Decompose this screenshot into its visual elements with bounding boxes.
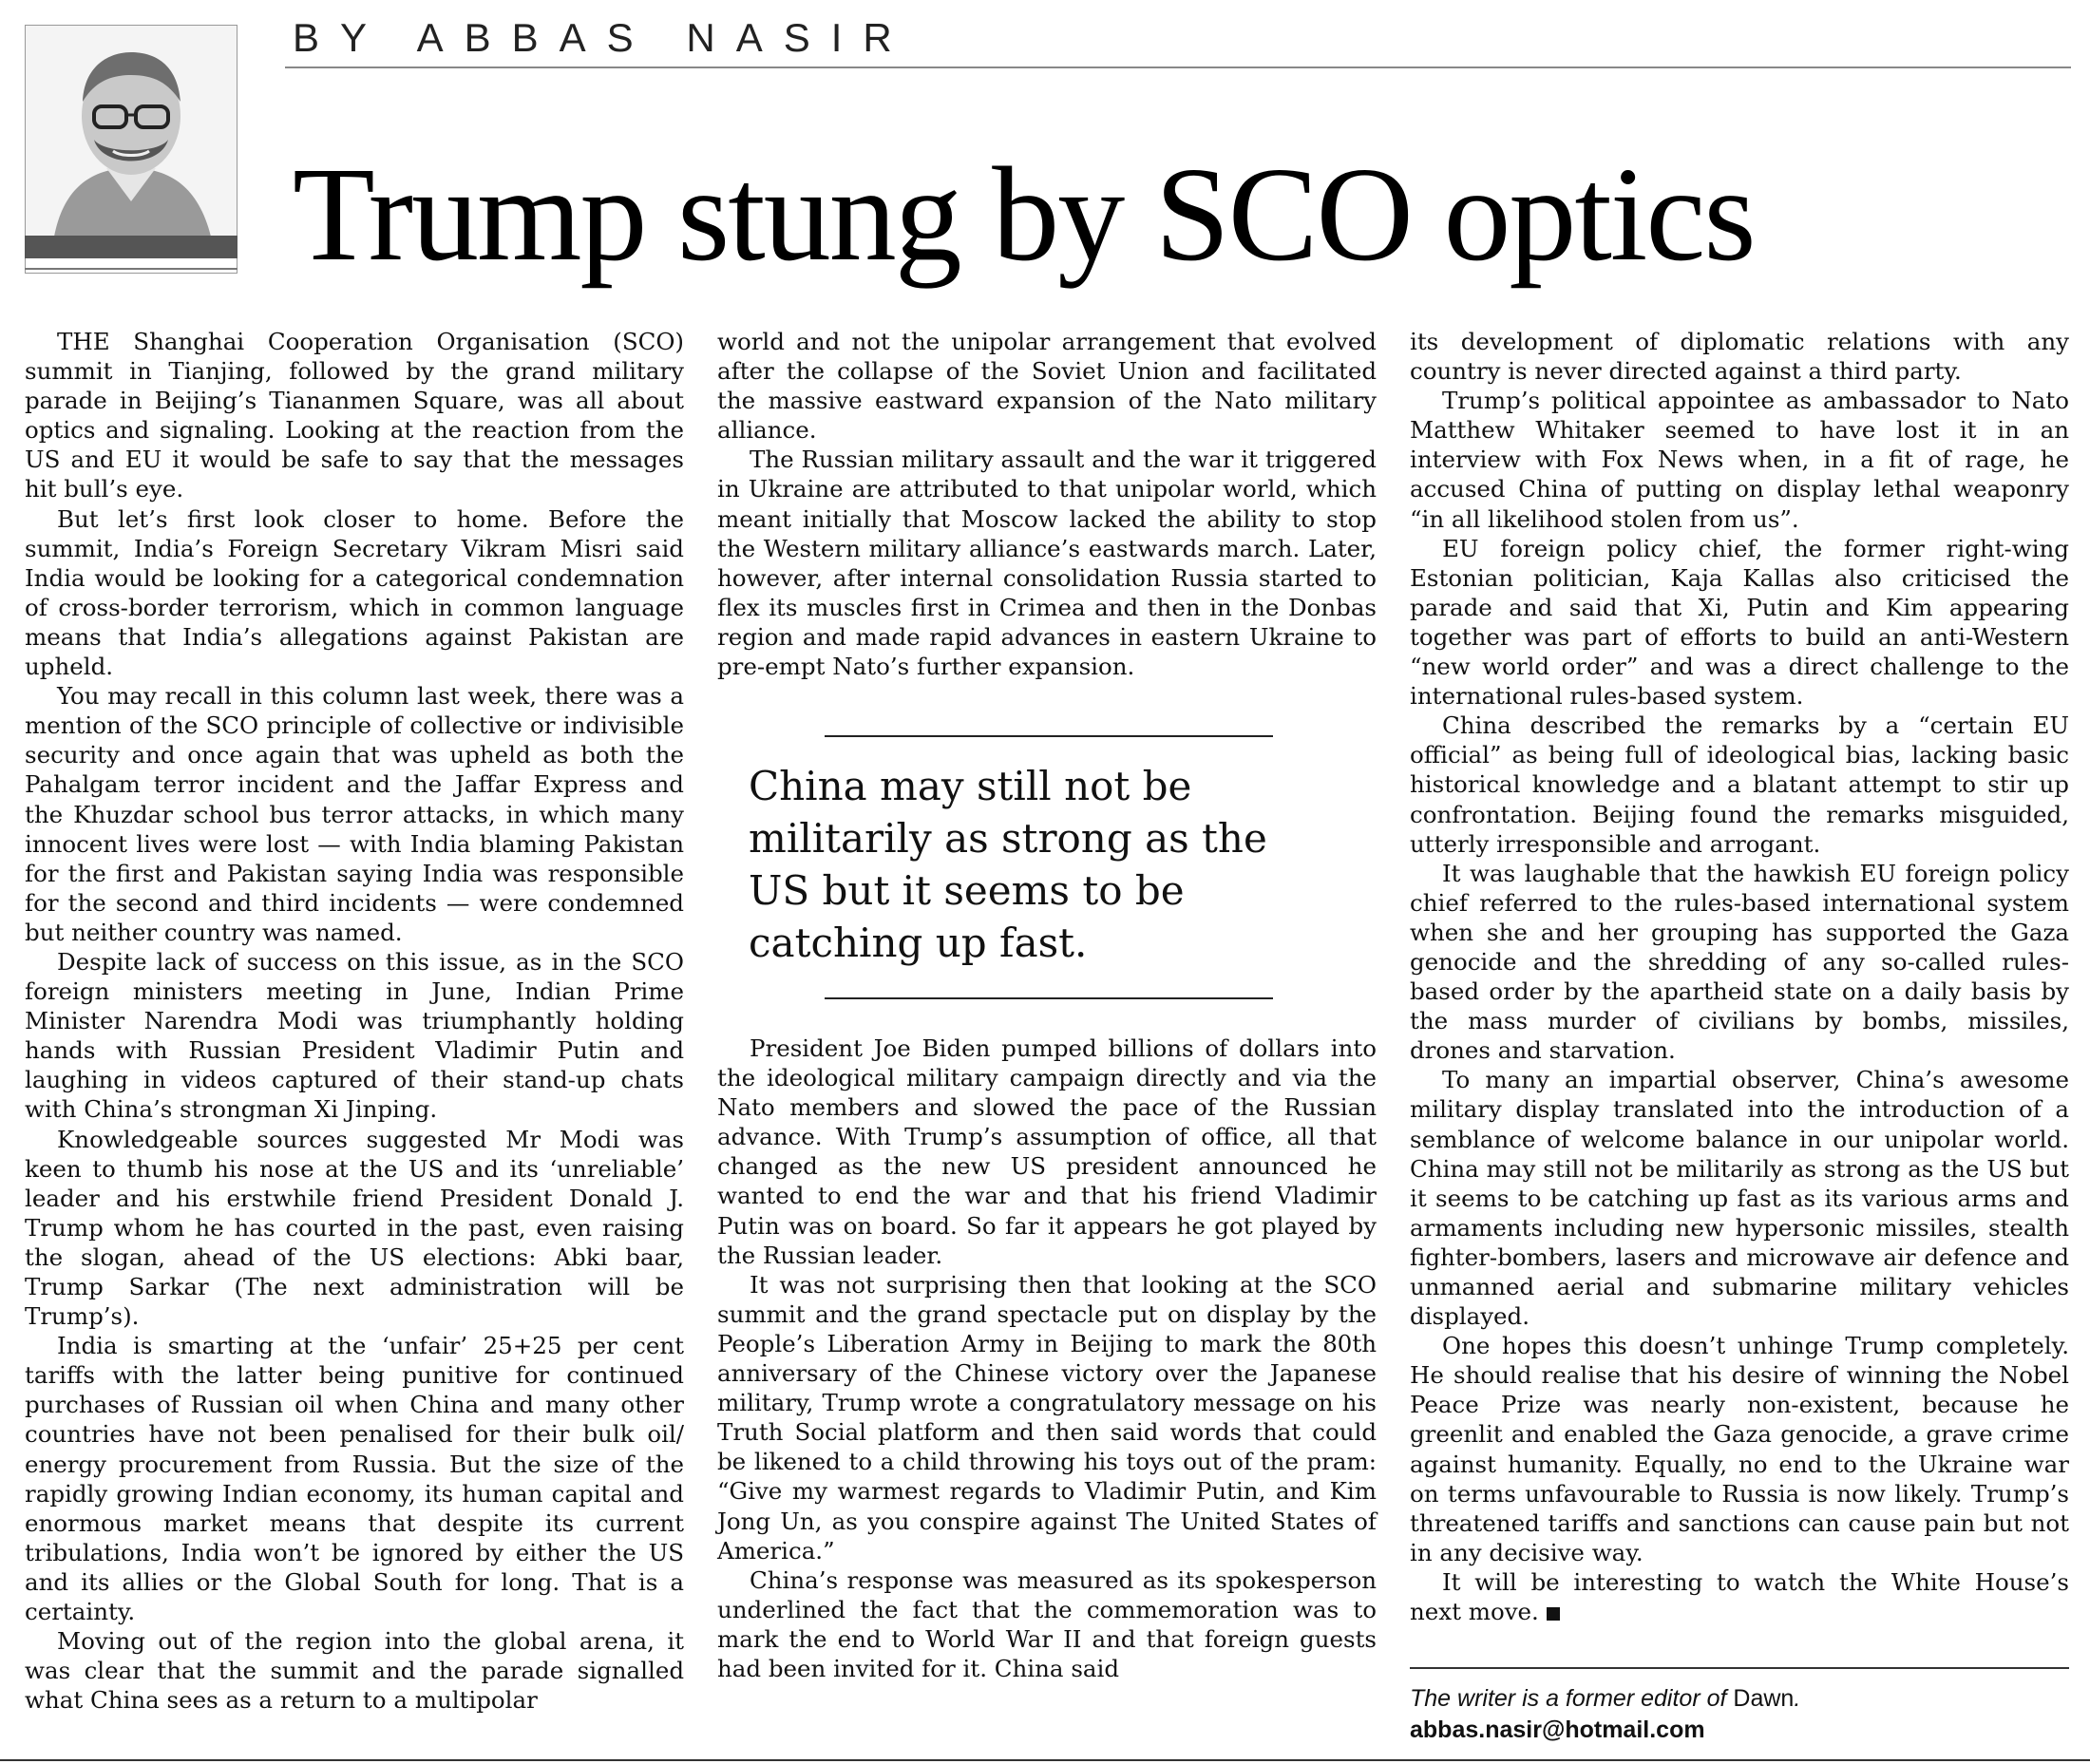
footer-rule [1410, 1667, 2069, 1669]
paragraph: But let’s first look closer to home. Before the summit, India’s Foreign Secretary Vikram Misri said India would be looking for a categorical condemnation of cross-border terrorism, which in common language means that India’s allegations against Pakistan are upheld. [25, 504, 684, 681]
paragraph: China described the remarks by a “certain EU official” as being full of ideological bias, lacking basic historical knowledge and a blatant attempt to stir up confrontation. Beijing found the remarks misguided, utterly irresponsible and arrogant. [1410, 711, 2069, 858]
paragraph: India is smarting at the ‘unfair’ 25+25 per cent tariffs with the latter being punitive for continued purchases of Russian oil when China and many other countries have not been penalised for their bulk oil/ energy procurement from Russia. But the size of the rapidly growing Indian economy, its human capital and enormous market means that despite its current tribulations, India won’t be ignored by either the US and its allies or the Global South for long. That is a certainty. [25, 1332, 684, 1626]
paragraph: To many an impartial observer, China’s awesome military display translated into the introduction of a semblance of welcome balance in our unipolar world. China may still not be militarily as strong as the US but it seems to be catching up fast as its various arms and armaments including new hypersonic missiles, stealth fighter-bombers, lasers and microwave air defence and unmanned aerial and submarine military vehicles displayed. [1410, 1066, 2069, 1331]
byline: BY ABBAS NASIR [293, 15, 913, 60]
author-note [1410, 1683, 2069, 1746]
paragraph: It was not surprising then that looking at the SCO summit and the grand spectacle put on display by the People’s Liberation Army in Beijing to mark the 80th anniversary of the Chinese victory over the Japanese military, Trump wrote a congratulatory message on his Truth Social platform and then said words that could be likened to a child throwing his toys out of the pram: “Give my warmest regards to Vladimir Putin, and Kim Jong Un, as you conspire against The United States of America.” [717, 1270, 1377, 1565]
writer-bio-end: . [1794, 1685, 1801, 1712]
paragraph: EU foreign policy chief, the former right-wing Estonian politician, Kaja Kallas also criticised the parade and said that Xi, Putin and Kim appearing together was part of efforts to build an anti-Western “new world order” and was a direct challenge to the international rules-based system. [1410, 534, 2069, 711]
column-2-top [717, 327, 1377, 681]
pullquote-rule-bottom [825, 997, 1273, 999]
paragraph: Moving out of the region into the global arena, it was clear that the summit and the parade signalled what China sees as a return to a multipolar [25, 1627, 684, 1715]
paragraph: One hopes this doesn’t unhinge Trump completely. He should realise that his desire of winning the Nobel Peace Prize was nearly non-existent, because he greenlit and enabled the Gaza genocide, a grave crime against humanity. Equally, no end to the Ukraine war on terms unfavourable to Russia is now likely. Trump’s threatened tariffs and sanctions can cause pain but not in any decisive way. [1410, 1332, 2069, 1566]
paragraph: President Joe Biden pumped billions of dollars into the ideological military campaign directly and via the Nato members and slowed the pace of the Russian advance. With Trump’s assumption of office, all that changed as the new US president announced he wanted to end the war and that his friend Vladimir Putin was on board. So far it appears he got played by the Russian leader. [717, 1034, 1377, 1269]
portrait-caption-bar [25, 236, 238, 258]
headline: Trump stung by SCO optics [293, 139, 1755, 289]
paragraph: Trump’s political appointee as ambassador to Nato Matthew Whitaker seemed to have lost it in an interview with Fox News when, in a fit of rage, he accused China of putting on display lethal weaponry “in all likelihood stolen from us”. [1410, 387, 2069, 533]
paragraph: its development of diplomatic relations with any country is never directed against a third party. [1410, 328, 2069, 386]
final-sentence: It will be interesting to watch the White House’s next move. [1410, 1567, 2069, 1626]
paragraph [1410, 1567, 2069, 1626]
paragraph: The Russian military assault and the war it triggered in Ukraine are attributed to that unipolar world, which meant initially that Moscow lacked the ability to stop the Western military alliance’s eastwards march. Later, however, after internal consolidation Russia started to flex its muscles first in Crimea and then in the Donbas region and made rapid advances in eastern Ukraine to pre-empt Nato’s further expansion. [717, 446, 1377, 681]
paragraph: world and not the unipolar arrangement that evolved after the collapse of the Soviet Union and facilitated the massive eastward expansion of the Nato military alliance. [717, 328, 1377, 445]
paragraph: You may recall in this column last week, there was a mention of the SCO principle of collective or indivisible security and once again that was upheld as both the Pahalgam terror incident and the Jaffar Express and the Khuzdar school bus terror attacks, in which many innocent lives were lost — with India blaming Pakistan for the first and Pakistan saying India was responsible for the second and third incidents — were condemned but neither country was named. [25, 682, 684, 946]
writer-bio-text: The writer is a former editor of [1410, 1685, 1734, 1712]
paragraph: It was laughable that the hawkish EU foreign policy chief referred to the rules-based international system when she and her grouping has supported the Gaza genocide and the shredding of any so-called rules-based order by the apartheid state on a daily basis by the mass murder of civilians by bombs, missiles, drones and starvation. [1410, 859, 2069, 1065]
portrait-rule [25, 268, 238, 270]
writer-bio [1410, 1683, 2069, 1715]
page-bottom-rule [0, 1759, 2090, 1761]
paragraph: Despite lack of success on this issue, as in the SCO foreign ministers meeting in June, Indian Prime Minister Narendra Modi was triumphantly holding hands with Russian President Vladimir Putin and laughing in videos captured of their stand-up chats with China’s strongman Xi Jinping. [25, 947, 684, 1124]
newspaper-name: Dawn [1733, 1685, 1795, 1712]
paragraph: Knowledgeable sources suggested Mr Modi was keen to thumb his nose at the US and its ‘unreliable’ leader and his erstwhile friend President Donald J. Trump whom he has courted in the past, even raising the slogan, ahead of the US elections: Abki baar, Trump Sarkar (The next administration will be Trump’s). [25, 1125, 684, 1331]
paragraph: THE Shanghai Cooperation Organisation (SCO) summit in Tianjing, followed by the grand military parade in Beijing’s Tiananmen Square, was all about optics and signaling. Looking at the reaction from the US and EU it would be safe to say that the messages hit bull’s eye. [25, 328, 684, 503]
column-2-bottom [717, 1034, 1377, 1683]
author-email[interactable]: abbas.nasir@hotmail.com [1410, 1717, 1705, 1743]
pullquote-rule-top [825, 735, 1273, 737]
column-1 [25, 327, 684, 1715]
column-3 [1410, 327, 2069, 1626]
end-square-icon [1547, 1607, 1560, 1621]
header-rule [285, 66, 2071, 68]
paragraph: China’s response was measured as its spokesperson underlined the fact that the commemoration was to mark the end to World War II and that foreign guests had been invited for it. China said [717, 1565, 1377, 1682]
pullquote: China may still not be militarily as strong as the US but it seems to be catching up fast. [749, 763, 1267, 966]
